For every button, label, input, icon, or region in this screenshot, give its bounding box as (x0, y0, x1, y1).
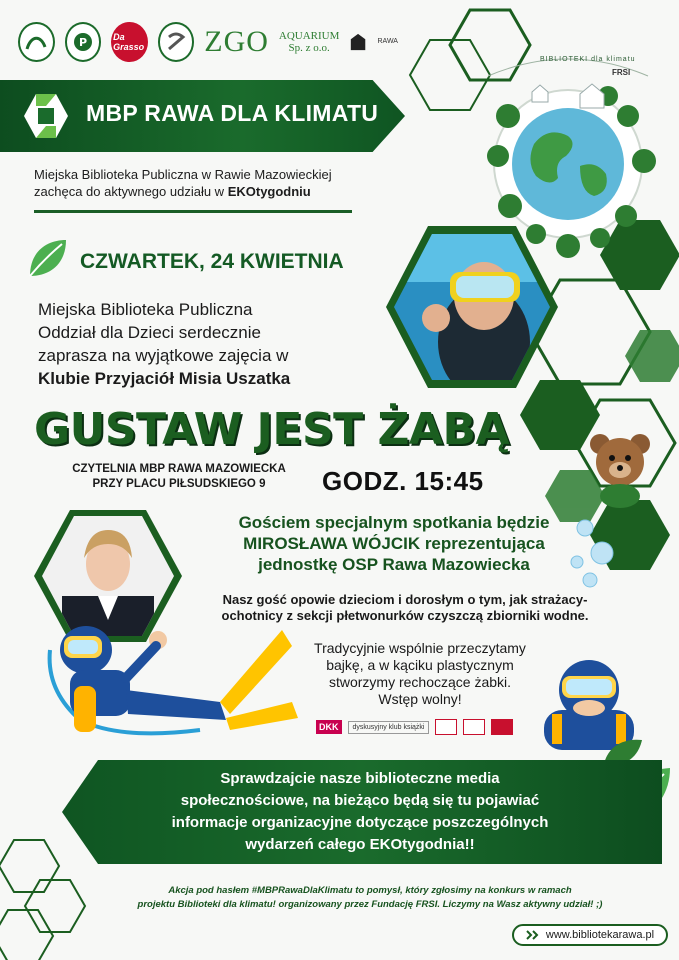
lead-line-4 (38, 367, 368, 390)
footnote-line-2: projektu Biblioteki dla klimatu! organizowany przez Fundację FRSI. Liczymy na Wasz aktywny udział! ;) (137, 899, 603, 910)
banner-line-2: społecznościowe, na bieżąco będą się tu pojawiać (180, 792, 540, 809)
reading-line-4: Wstęp wolny! (378, 691, 462, 707)
partner-logo-aquarium (279, 30, 340, 54)
partner-logo-2 (65, 22, 102, 62)
divider (34, 210, 352, 213)
reading-text (292, 640, 548, 708)
lead-line-2: Oddział dla Dzieci serdecznie (38, 323, 261, 342)
guest-line-1: Gościem specjalnym spotkania będzie (238, 513, 550, 532)
aquarium-name: AQUARIUM (278, 29, 340, 42)
event-date: CZWARTEK, 24 KWIETNIA (80, 250, 344, 273)
reading-line-2: bajkę, a w kąciku plastycznym (326, 657, 514, 673)
intro-line-1: Miejska Biblioteka Publiczna w Rawie Mazowieckiej (34, 167, 332, 182)
double-chevron-right-icon (526, 930, 540, 940)
website-url: www.bibliotekarawa.pl (545, 929, 655, 941)
intro-line-2 (34, 183, 364, 200)
event-lead (38, 298, 368, 390)
biblioteki-badge: BIBLIOTEKI dla klimatu (540, 56, 636, 63)
venue-line-2: PRZY PLACU PIŁSUDSKIEGO 9 (92, 478, 266, 490)
website-link[interactable] (512, 924, 668, 946)
footnote-line-1: Akcja pod hasłem #MBPRawaDlaKlimatu to pomysł, który zgłosimy na konkurs w ramach (168, 885, 572, 896)
social-media-text (120, 768, 600, 856)
intro-line-2-bold: EKOtygodniu (227, 184, 311, 199)
mbp-logo-icon (22, 92, 70, 140)
frsi-badge: FRSI (612, 68, 631, 77)
intro-text (34, 166, 364, 200)
leaf-icon (26, 236, 70, 280)
story-line-1: Nasz gość opowie dzieciom i dorosłym o tym, jak strażacy- (222, 592, 588, 607)
banner-line-4: wydarzeń całego EKOtygodnia!! (245, 836, 475, 853)
event-time: GODZ. 15:45 (322, 466, 484, 496)
scuba-diver-illustration (30, 610, 302, 760)
footnote (90, 884, 650, 912)
venue-line-1: CZYTELNIA MBP RAWA MAZOWIECKA (72, 463, 286, 475)
story-line-2: ochotnicy z sekcji płetwonurków czyszczą zbiorniki wodne. (221, 608, 589, 623)
sponsor-strip (316, 718, 513, 736)
guest-info (196, 512, 592, 575)
lead-line-4-bold: Klubie Przyjaciół Misia Uszatka (38, 369, 291, 388)
svg-text:P: P (78, 36, 87, 49)
partner-logo-zgo: ZGO (204, 25, 269, 58)
diver-photo (384, 222, 560, 392)
banner-line-1: Sprawdzajcie nasze biblioteczne media (220, 770, 500, 787)
partner-logo-dagrasso: Da Grasso (111, 22, 148, 62)
sponsor-logo-red (491, 719, 513, 735)
lead-line-1: Miejska Biblioteka Publiczna (38, 300, 253, 319)
reading-line-3: stworzymy rechoczące żabki. (328, 674, 512, 690)
ministry-logo (435, 719, 457, 735)
page-title: MBP RAWA DLA KLIMATU (86, 100, 379, 126)
event-venue (52, 462, 306, 492)
partner-logo-3 (158, 22, 195, 62)
dkk-label: dyskusyjny klub książki (348, 721, 430, 734)
partner-logo-1 (18, 22, 55, 62)
rawa-building-icon (349, 31, 367, 53)
lead-line-3: zaprasza na wyjątkowe zajęcia w (38, 346, 289, 365)
banner-line-3: informacje organizacyjne dotyczące poszczególnych (171, 814, 549, 831)
partner-logo-rawa: RAWA (377, 37, 398, 45)
aquarium-company: Sp. z o.o. (288, 42, 330, 54)
intro-line-2-prefix: zachęca do aktywnego udziału w (34, 184, 228, 199)
dkk-logo: DKK (316, 720, 342, 734)
partner-logos (18, 18, 398, 66)
teddy-bear-icon (586, 428, 654, 508)
guest-line-3: jednostkę OSP Rawa Mazowiecka (258, 555, 530, 574)
guest-line-2: MIROSŁAWA WÓJCIK reprezentująca (243, 534, 545, 553)
reading-line-1: Tradycyjnie wspólnie przeczytamy (314, 640, 526, 656)
institute-logo (463, 719, 485, 735)
event-headline: GUSTAW JEST ŻABĄ (34, 404, 510, 455)
